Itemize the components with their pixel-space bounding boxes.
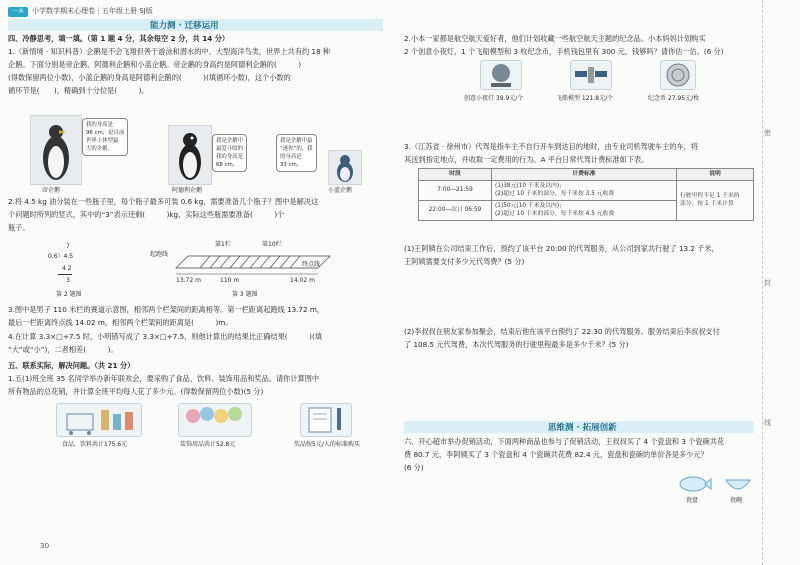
band-title-right: 思维测 · 拓展创新 [548,423,617,433]
r-q3-line-1: 3.（江苏省 · 徐州市）代驾是指车主不自行开车到达目的地时，由专业司机驾驶车主的车，将 [404,142,699,151]
table-row [419,180,754,200]
moon-lamp-icon [481,61,521,89]
prize-standard: 奖品按5元/人的标准购买 [294,441,360,448]
notebook-pen-icon [301,404,351,436]
coin-price: 纪念币 27.95元/枚 [648,95,700,102]
finish-line-label: 终点线 [302,261,321,268]
porcelain-plate-image [678,474,712,494]
division-quotient: 7 [66,243,70,250]
q1-line-3: (得数保留两位小数)，小蓝企鹅的身高是阿德利企鹅的( )(填循环小数)，这个小数的 [8,73,291,82]
q4-line-1: 4.在计算 3.3×□+7.5 时，小明错写成了 3.3×□+7.5，则他计算出的结果比正确结果( )(填 [8,332,322,341]
gutter-char-seal: 密 [764,129,771,137]
q2-line-3: 瓶子。 [8,223,30,232]
penguin-icon [31,116,81,184]
q2-line-2: 个问题时所列的竖式，其中的“3”表示还剩( )kg，实际这些瓶需要准备( )个 [8,210,285,219]
section5-title: 五、联系实际，解决问题。（共 21 分） [8,361,135,370]
section4-title: 四、冷静思考，填一填。（第 1 题 4 分，其余每空 2 分，共 14 分） [8,34,230,43]
adelie-penguin-photo [168,125,212,185]
tenth-hurdle-label: 第10栏 [262,241,282,248]
page-number: 30 [40,541,50,550]
satellite-icon [571,61,611,89]
q6-line-1: 六、开心超市举办促销活动，下面两种商品也参与了促销活动，王叔叔买了 4 个瓷盘和 3 个瓷碗共花 [404,437,725,446]
q2-line-1: 2.将 4.5 kg 油分装在一些瓶子里，每个瓶子最多可装 0.6 kg，需要准备几个瓶子？图中是解决这 [8,197,319,206]
fig-caption-3: 第 3 题图 [232,291,258,298]
sub1-line-2: 王阿姨需要支付多少元代驾费？(5 分) [404,257,525,266]
coin-icon [661,61,695,89]
penguin-icon [169,126,211,184]
s5-q1-line-2: 所有物品的总花销，并计算全班平均每人花了多少元。(得数保留两位小数)(5 分) [8,387,264,396]
distance-first: 13.72 m [176,277,201,284]
balloons-icon [179,404,251,436]
sub2-line-1: (2)李叔叔在朋友家参加聚会，结束后他在该平台预约了 22:30 的代驾服务。服务结束后李叔叔支付 [404,327,720,336]
decorations-illustration [178,403,252,437]
decorations-total: 装饰用品共计52.8元 [180,441,236,448]
q1-line-1: 1.（新情境 · 知识科普）企鹅是不会飞翔但善于游泳和潜水的中、大型海洋鸟类，世界上共有约 18 种 [8,47,331,56]
spaceship-model-image [570,60,612,90]
prizes-illustration [300,403,352,437]
distance-total: 110 m [220,277,240,284]
q1-line-2: 企鹅。下面分别是帝企鹅、阿德利企鹅和小蓝企鹅。帝企鹅的身高约是阿德利企鹅的( ) [8,60,302,69]
q6-line-2: 费 80.7 元，李阿姨买了 3 个瓷盘和 4 个瓷碗共花费 82.4 元，瓷盘和瓷碗的单价各是多少元？ [404,450,708,459]
adelie-penguin-bubble: 我是企鹅中 最爱斗殴的 我的身高是 68 cm。 [212,134,247,172]
spaceship-price: 飞船模型 121.8元/个 [556,95,614,102]
r-q3-line-2: 其送到指定地点，并收取一定费用的行为。A 平台日常代驾计费标准如下表。 [404,155,649,164]
r-q2-line-2: 2 个创意小夜灯，1 个飞船模型和 3 枚纪念币，手机钱包里有 300 元，钱够吗？请你估一估。(6 分) [404,47,724,56]
sub2-line-2: 了 108.5 元代驾费，本次代驾服务的行驶里程最多是多少千米？(5 分) [404,340,629,349]
gutter-char-line: 线 [764,419,771,427]
first-hurdle-label: 第1栏 [215,241,231,248]
q6-line-3: (6 分) [404,463,424,472]
coin-image [660,60,696,90]
standard-night: (1)50元(10 千米及以内)； (2)超过 10 千米的部分，每千米按 4.5 元收费 [492,200,677,220]
brand-logo: 一本 [8,7,28,17]
caption-adelie: 阿德利企鹅 [172,187,203,194]
food-drinks-total: 食品、饮料共计175.6元 [62,441,128,448]
food-drinks-illustration [56,403,142,437]
col-header-time: 时段 [419,169,492,181]
q4-line-2: “大”或“小”)，二者相差( )。 [8,345,118,354]
fish-plate-icon [678,474,712,494]
little-penguin-photo [328,150,362,185]
start-line-label: 起跑线 [150,251,169,258]
r-q2-line-1: 2.小本一家都是航空航天爱好者，他们计划收藏一些航空航天主题的纪念品。小本妈妈计划购买 [404,34,706,43]
penguin-icon [329,151,361,184]
shopping-cart-icon [57,404,141,436]
caption-emperor: 帝企鹅 [42,187,61,194]
q3-line-1: 3.图中是男子 110 米栏的赛道示意图，相邻两个栏架间的距离相等。第一栏距离起跑线 13.72 m， [8,305,325,314]
fee-table [418,168,754,221]
emperor-penguin-photo [30,115,82,185]
plate-label: 瓷盘 [686,497,699,504]
little-penguin-bubble: 我是企鹅中最 “迷你”的，我 的身高是 33 cm。 [276,134,317,172]
col-header-standard: 计费标准 [492,169,677,181]
division-expression: 0.6）4.5 [48,253,74,260]
col-header-note: 说明 [677,169,754,181]
fig-caption-2: 第 2 题图 [56,291,82,298]
night-light-image [480,60,522,90]
porcelain-bowl-image [724,476,752,494]
distance-last: 14.02 m [290,277,315,284]
header-title: 小学数学期末心理卷｜五年级上册 SJ版 [32,7,153,15]
q1-line-4: 循环节是( )，精确到十分位是( )。 [8,86,149,95]
q3-line-2: 最后一栏距离终点线 14.02 m，相邻两个栏架间的距离是( )m。 [8,318,233,327]
caption-little: 小蓝企鹅 [328,187,353,194]
division-rule [58,274,72,275]
bowl-label: 瓷碗 [730,497,743,504]
emperor-penguin-bubble: 我的身高是 96 cm，是目前 世界上体型最 大的企鹅。 [82,118,128,156]
time-day: 7:00—21:59 [419,180,492,200]
band-title-left: 能力测 · 迁移运用 [150,21,219,31]
night-light-price: 创意小夜灯 39.9元/个 [464,95,524,102]
time-night: 22:00—次日 06:59 [419,200,492,220]
division-product: 4 2 [62,265,72,272]
bowl-icon [724,476,752,494]
s5-q1-line-1: 1.五(1)班全班 35 名同学举办新年联欢会，要采购了食品、饮料、装饰用品和奖品。请你计算图中 [8,374,320,383]
table-note: 行驶里程不足 1 千米的 部分，按 1 千米计算 [677,180,754,220]
gutter-char-close: 封 [764,279,771,287]
division-remainder: 3 [66,277,70,284]
sub1-line-1: (1)王阿姨在公司结束工作后，预约了该平台 20:00 的代驾服务，从公司到家共行驶了 13.2 千米， [404,244,719,253]
standard-day: (1)38元(10 千米及以内)； (2)超过 10 千米的部分，每千米按 3.5 元收费 [492,180,677,200]
